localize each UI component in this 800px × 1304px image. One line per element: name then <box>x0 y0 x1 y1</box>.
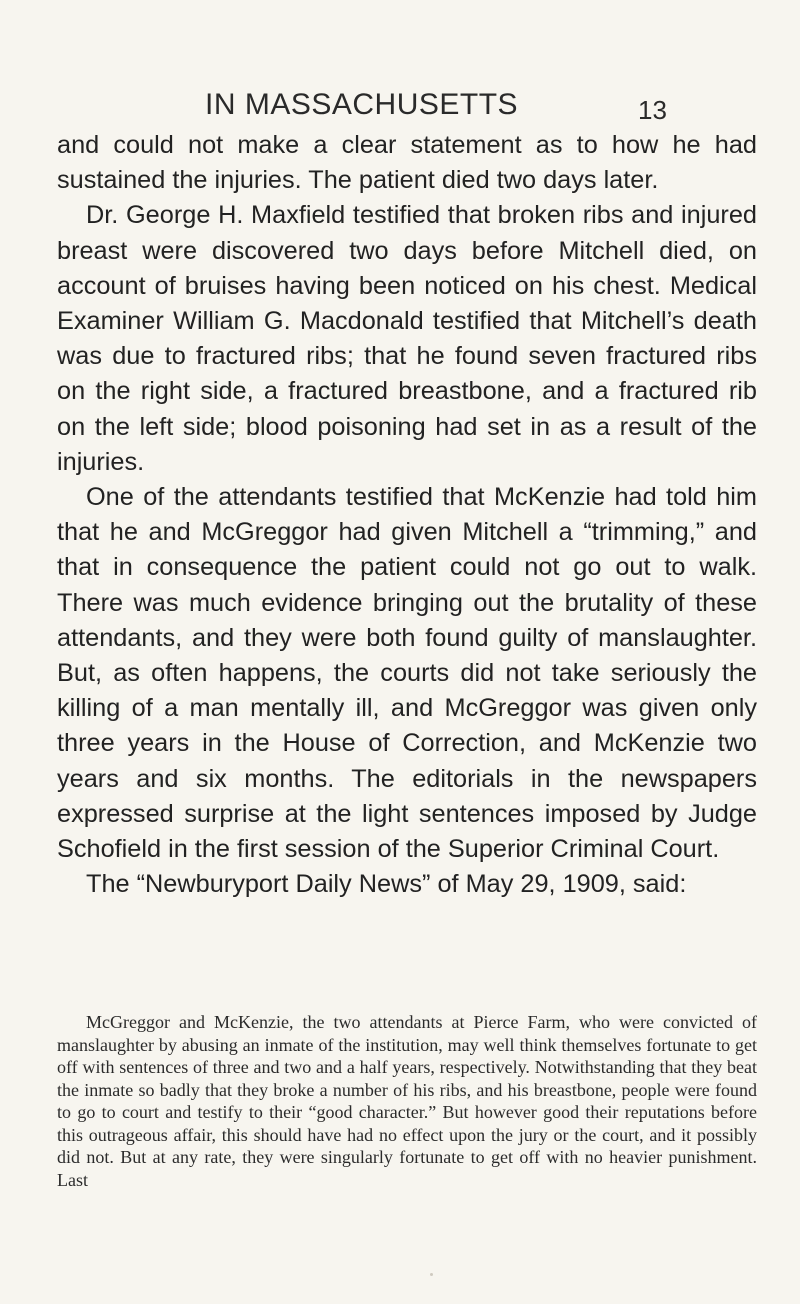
paper-speck <box>430 1273 433 1276</box>
body-text <box>57 128 757 902</box>
page-number: 13 <box>638 95 667 125</box>
paragraph: Dr. George H. Maxfield testified that broken ribs and injured breast were discovered two days before Mitchell died, on account of bruises having been noticed on his chest. Medical Examiner William G. Macdonald testified that Mitchell’s death was due to fractured ribs; that he found seven fractured ribs on the right side, a fractured breastbone, and a fractured rib on the left side; blood poisoning had set in as a result of the injuries. <box>57 201 757 476</box>
paragraph: One of the attendants testified that McKenzie had told him that he and McGreggor had given Mitchell a “trimming,” and that in consequence the patient could not go out to walk. There was much evidence bringing out the brutality of these attendants, and they were both found guilty of manslaughter. But, as often happens, the courts did not take seriously the killing of a man mentally ill, and McGreggor was given only three years in the House of Correction, and McKenzie two years and six months. The editorials in the newspapers expressed surprise at the light sentences imposed by Judge Schofield in the first session of the Superior Criminal Court. <box>57 483 757 864</box>
running-head: IN MASSACHUSETTS <box>205 88 519 121</box>
paragraph: and could not make a clear statement as to how he had sustained the injuries. The patient died two days later. <box>57 131 757 195</box>
block-quote: McGreggor and McKenzie, the two attendants at Pierce Farm, who were convicted of manslaughter by abusing an inmate of the institution, may well think themselves fortunate to get off with sentences of three and two and a half years, respectively. Notwithstanding that they beat the inmate so badly that they broke a number of his ribs, and his breastbone, people were found to go to court and testify to their “good character.” But however good their reputations before this outrageous affair, this should have had no effect upon the jury or the court, and it possibly did not. But at any rate, they were singularly fortunate to get off with no heavier punishment. Last <box>57 1012 757 1190</box>
paragraph: The “Newburyport Daily News” of May 29, 1909, said: <box>86 870 687 899</box>
